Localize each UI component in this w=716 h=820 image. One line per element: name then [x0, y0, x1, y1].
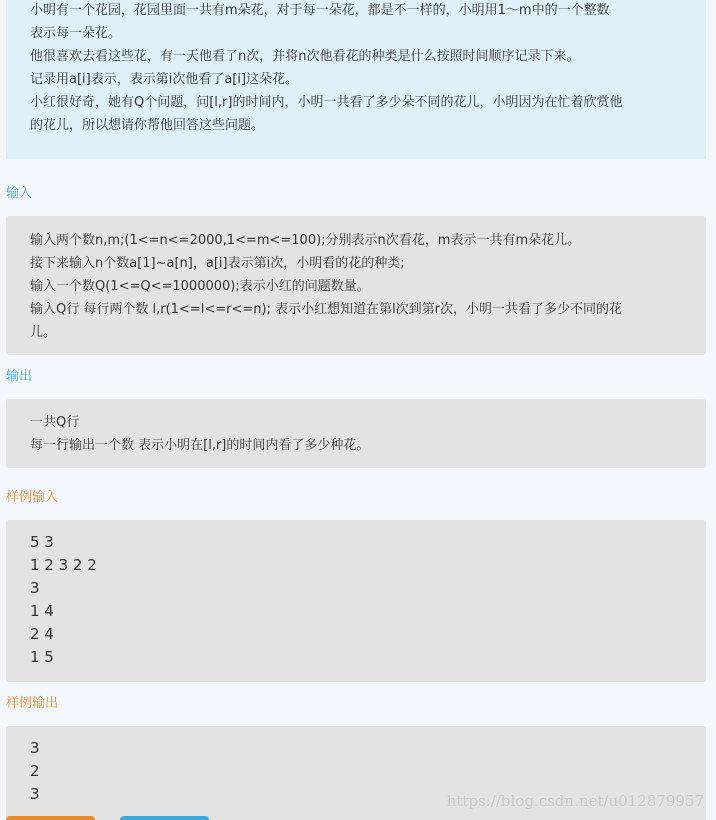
description-line: 的花儿，所以想请你帮他回答这些问题。 [30, 118, 265, 133]
sample-input-title: 样例输入 [6, 490, 59, 505]
description-line: 小红很好奇，她有Q个问题，问[l,r]的时间内，小明一共看了多少朵不同的花儿，小明因为在忙着欣赏他 [30, 95, 623, 110]
problem-description [6, 0, 706, 159]
sample-input-line: 1 4 [30, 602, 54, 620]
input-line: 输入Q行 每行两个数 l,r(1<=l<=r<=n); 表示小红想知道在第l次到第r次，小明一共看了多少不同的花 [30, 302, 623, 317]
sample-input-line: 3 [30, 579, 40, 597]
orange-button[interactable] [6, 816, 95, 820]
description-line: 记录用a[i]表示，表示第i次他看了a[i]这朵花。 [30, 72, 299, 87]
description-text [30, 0, 700, 137]
input-section-text [30, 229, 690, 344]
sample-input-line: 1 2 3 2 2 [30, 556, 97, 574]
output-section-box [6, 399, 706, 468]
sample-input-box [6, 520, 706, 682]
sample-input-line: 5 3 [30, 533, 54, 551]
sample-output-title: 样例输出 [6, 696, 59, 711]
description-line: 他很喜欢去看这些花，有一天他看了n次，并将n次他看花的种类是什么按照时间顺序记录下来。 [30, 49, 580, 64]
sample-input-code [30, 531, 690, 669]
sample-input-line: 1 5 [30, 648, 54, 666]
description-line: 小明有一个花园，花园里面一共有m朵花，对于每一朵花，都是不一样的，小明用1～m中的一个整数 [30, 3, 610, 18]
input-line: 儿。 [30, 325, 57, 340]
sample-output-line: 3 [30, 785, 40, 803]
output-section-text [30, 411, 690, 457]
input-line: 接下来输入n个数a[1]~a[n]，a[i]表示第i次，小明看的花的种类; [30, 256, 405, 271]
input-line: 输入一个数Q(1<=Q<=1000000);表示小红的问题数量。 [30, 279, 370, 294]
sample-input-line: 2 4 [30, 625, 54, 643]
csdn-watermark: https://blog.csdn.net/u012879957 [446, 792, 704, 810]
input-section-title: 输入 [6, 186, 33, 201]
sample-output-line: 3 [30, 739, 40, 757]
sample-output-line: 2 [30, 762, 40, 780]
description-line: 表示每一朵花。 [30, 26, 122, 41]
output-line: 一共Q行 [30, 415, 80, 430]
output-section-title: 输出 [6, 369, 33, 384]
blue-button[interactable] [120, 816, 209, 820]
output-line: 每一行输出一个数 表示小明在[l,r]的时间内看了多少种花。 [30, 438, 370, 453]
input-section-box [6, 216, 706, 355]
input-line: 输入两个数n,m;(1<=n<=2000,1<=m<=100);分别表示n次看花，m表示一共有m朵花儿。 [30, 233, 581, 248]
